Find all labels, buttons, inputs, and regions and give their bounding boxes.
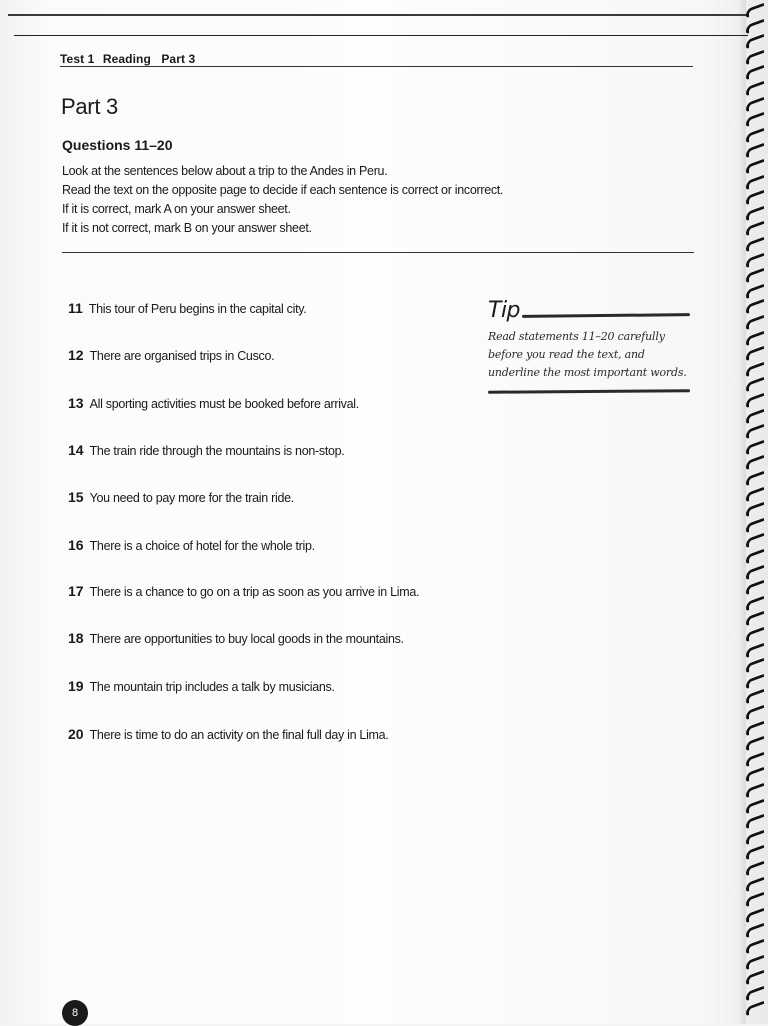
question-text: The mountain trip includes a talk by musicians. [89,680,335,694]
top-divider [14,35,748,36]
spiral-ring [746,65,764,81]
instruction-line: If it is not correct, mark B on your answer sheet. [62,221,312,235]
spiral-ring [746,892,764,908]
question-number: 13 [68,395,84,411]
spiral-ring [746,96,764,112]
spiral-ring [746,393,764,409]
spiral-ring [746,814,764,830]
spiral-ring [746,970,764,986]
spiral-ring [746,471,764,487]
question-item [68,347,274,363]
spiral-ring [746,315,764,331]
spiral-ring [746,112,764,128]
spiral-ring [746,596,764,612]
spiral-ring [746,174,764,190]
question-number: 19 [68,678,84,694]
spiral-ring [746,908,764,924]
spiral-ring [746,455,764,471]
spiral-ring [746,580,764,596]
question-text: There are opportunities to buy local goods in the mountains. [89,632,404,646]
tip-line: underline the most important words. [488,366,687,379]
question-text: There is a chance to go on a trip as soon as you arrive in Lima. [89,585,420,599]
spiral-ring [746,1001,764,1017]
question-text: There are organised trips in Cusco. [89,349,275,363]
question-number: 15 [68,489,84,505]
spiral-ring [746,689,764,705]
spiral-ring [746,346,764,362]
header-test: Test 1 [60,52,95,66]
question-number: 14 [68,442,84,458]
tip-line: Read statements 11–20 carefully [488,330,665,343]
header-section: Reading [102,52,151,66]
spiral-binding [742,0,768,1024]
spiral-ring [746,143,764,159]
question-text: All sporting activities must be booked before arrival. [89,397,359,411]
question-item [68,300,306,316]
question-text: The train ride through the mountains is non-stop. [89,444,345,458]
spiral-ring [746,18,764,34]
spiral-ring [746,611,764,627]
spiral-ring [746,533,764,549]
tip-bottom-rule [488,389,690,393]
spiral-ring [746,330,764,346]
page-title: Part 3 [61,94,118,119]
question-number: 11 [68,300,83,316]
spiral-ring [746,268,764,284]
spiral-ring [746,783,764,799]
spiral-ring [746,627,764,643]
spiral-ring [746,3,764,19]
spiral-ring [746,549,764,565]
spiral-ring [746,923,764,939]
instruction-line: Read the text on the opposite page to decide if each sentence is correct or incorrect. [62,183,504,197]
spiral-ring [746,190,764,206]
question-item [68,537,315,553]
question-item [68,583,419,599]
spiral-ring [746,939,764,955]
spiral-ring [746,81,764,97]
instruction-line: If it is correct, mark A on your answer sheet. [62,202,291,216]
question-item [68,489,294,505]
spiral-ring [746,221,764,237]
spiral-ring [746,876,764,892]
spiral-ring [746,518,764,534]
spiral-ring [746,502,764,518]
question-item [68,395,359,411]
spiral-ring [746,830,764,846]
spiral-ring [746,252,764,268]
question-item [68,726,389,742]
spiral-ring [746,798,764,814]
spiral-ring [746,954,764,970]
instructions-divider [62,252,694,253]
spiral-ring [746,424,764,440]
spiral-ring [746,861,764,877]
question-text: There is a choice of hotel for the whole trip. [89,539,315,553]
page-top-edge [8,14,748,16]
instruction-line: Look at the sentences below about a trip to the Andes in Peru. [62,164,388,178]
spiral-ring [746,408,764,424]
spiral-ring [746,299,764,315]
question-text: This tour of Peru begins in the capital city. [88,302,307,316]
question-text: There is time to do an activity on the final full day in Lima. [89,728,389,742]
spiral-ring [746,736,764,752]
spiral-ring [746,206,764,222]
tip-underline [522,313,690,318]
spiral-ring [746,159,764,175]
spiral-ring [746,674,764,690]
spiral-ring [746,658,764,674]
question-number: 12 [68,347,84,363]
question-item [68,678,335,694]
spiral-ring [746,34,764,50]
spiral-ring [746,564,764,580]
page-number: 8 [62,1000,88,1026]
spiral-ring [746,50,764,66]
spiral-ring [746,767,764,783]
spiral-ring [746,362,764,378]
tip-title: Tip [488,298,521,323]
instructions [62,162,682,238]
tip-text [488,328,703,382]
question-number: 16 [68,537,84,553]
question-number: 18 [68,630,84,646]
question-number: 20 [68,726,84,742]
header-rule [60,66,693,67]
spiral-ring [746,284,764,300]
spiral-ring [746,377,764,393]
header-part: Part 3 [161,52,196,66]
spiral-ring [746,642,764,658]
spiral-ring [746,440,764,456]
spiral-ring [746,986,764,1002]
spiral-ring [746,752,764,768]
tip-line: before you read the text, and [488,348,645,361]
question-item [68,630,404,646]
running-header [60,52,195,66]
spiral-ring [746,128,764,144]
questions-heading: Questions 11–20 [62,137,173,153]
spiral-ring [746,845,764,861]
question-number: 17 [68,583,84,599]
spiral-ring [746,237,764,253]
spiral-ring [746,720,764,736]
question-text: You need to pay more for the train ride. [89,491,294,505]
question-item [68,442,344,458]
spiral-ring [746,705,764,721]
spiral-ring [746,486,764,502]
